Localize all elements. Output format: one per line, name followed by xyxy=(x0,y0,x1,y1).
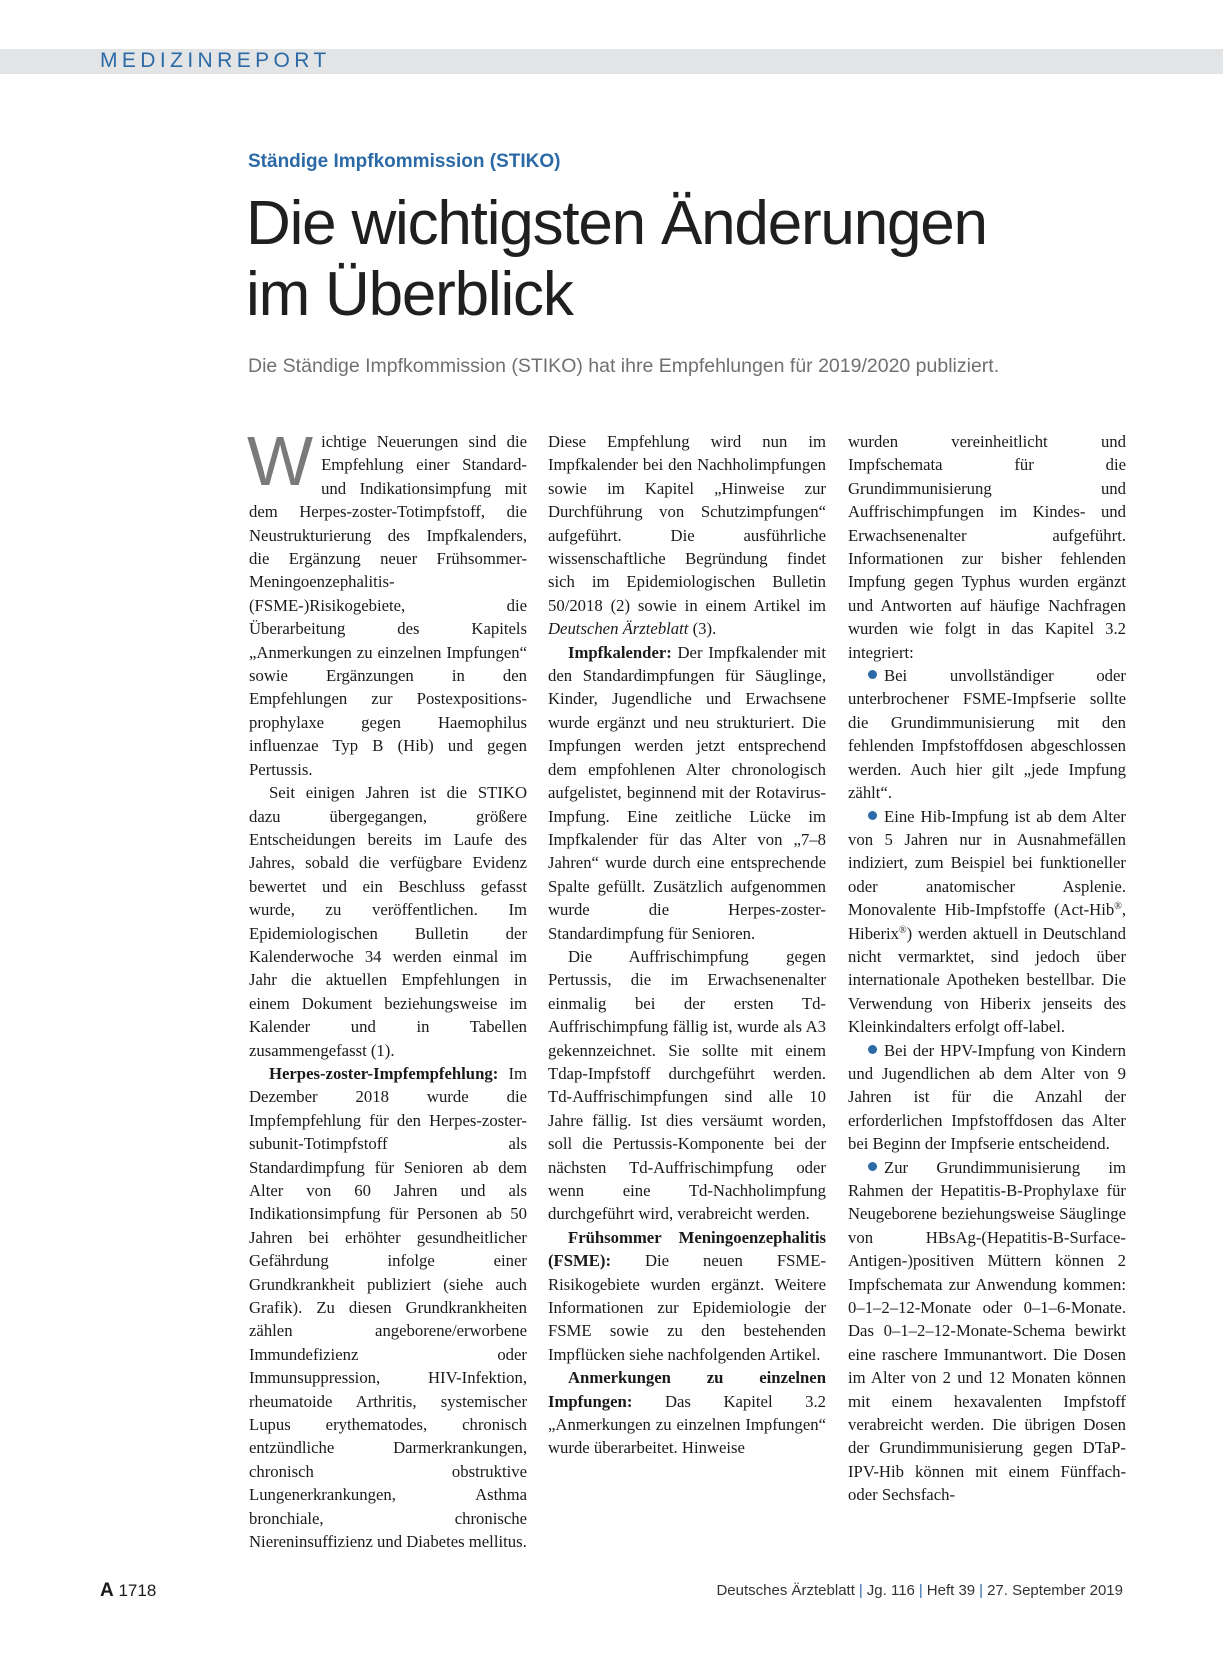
page-number-value: 1718 xyxy=(118,1581,157,1600)
article-headline xyxy=(246,188,1146,330)
page-number xyxy=(100,1580,156,1602)
paragraph xyxy=(548,430,826,641)
bullet-icon xyxy=(868,1162,877,1171)
bullet-text: Zur Grundimmunisierung im Rahmen der Hepatitis-B-Prophylaxe für Neugeborene beziehungsweise Säuglinge von HBsAg-(Hepatitis-B-Surface-Antigen-)positiven Müttern können 2 Impfschemata zur Anwendung kommen: 0–1–2–12-Monate oder 0–1–6-Monate. Das 0–1–2–12-Monate-Schema bewirkt eine raschere Immunantwort. Die Dosen im Alter von 2 und 12 Monaten können mit einem hexavalenten Impfstoff verabreicht werden. Die übrigen Dosen der Grundimmunisierung gegen DTaP-IPV-Hib können mit einem Fünffach- oder Sechsfach- xyxy=(848,1157,1126,1505)
drop-cap: W xyxy=(247,422,314,500)
bullet-icon xyxy=(868,811,877,820)
subheading: Anmerkungen zu einzelnen Impfungen: xyxy=(548,1368,826,1411)
subheading: Herpes-zoster-Impfempfehlung: xyxy=(269,1063,499,1083)
bullet-text: Bei der HPV-Impfung von Kindern und Jugendlichen ab dem Alter von 9 Jahren ist für die Anzahl der erforderlichen Impfstoffdosen das Alter bei Beginn der Impfserie entscheidend. xyxy=(848,1040,1126,1154)
bullet-icon xyxy=(868,1045,877,1054)
bullet-item xyxy=(848,805,1126,1039)
article-standfirst: Die Ständige Impfkommission (STIKO) hat ihre Empfehlungen für 2019/2020 publiziert. xyxy=(248,355,1000,377)
paragraph-text: Das Kapitel 3.2 „Anmerkungen zu einzelnen Impfungen“ wurde überarbeitet. Hinweise xyxy=(548,1391,826,1458)
paragraph-text: Im Dezember 2018 wurde die Impfempfehlung für den Herpes-zoster-subunit-Totimpfstoff als Standardimpfung für Senioren ab dem Alter von 60 Jahren und als Indikationsimpfung für Personen ab 50 Jahren bei erhöhter gesundheitlicher Gefährdung infolge einer Grundkrankheit publiziert (siehe auch Grafik). Zu diesen Grundkrankheiten zählen angeborene/erworbene Immundefizienz oder Immunsuppression, HIV-Infektion, rheumatoide Arthritis, systemischer Lupus erythematodes, chronisch entzündliche Darmerkrankungen, chronisch obstruktive Lungenerkrankungen, Asthma bronchiale, chronische Niereninsuffizienz und Diabetes mellitus. xyxy=(249,1063,527,1552)
subheading: Frühsommer Meningoenzephalitis (FSME): xyxy=(548,1227,826,1271)
paragraph xyxy=(247,422,527,781)
footer-issue: Heft 39 xyxy=(926,1582,976,1599)
separator: | xyxy=(918,1582,923,1599)
footer-citation xyxy=(716,1582,1123,1599)
bullet-text: Bei unvollständiger oder unterbrochener FSME-Impfserie sollte die Grundimmunisierung mit den fehlenden Impfstoffdosen abgeschlossen werden. Auch hier gilt „jede Impfung zählt“. xyxy=(848,666,1126,803)
paragraph: Die Auffrischimpfung gegen Pertussis, die im Erwachsenenalter einmalig bei der ersten Td-Auffrischimpfung fällig ist, wurde als A3 gekennzeichnet. Sie sollte mit einem Tdap-Impfstoff durchgeführt werden. Td-Auffrischimpfungen sind alle 10 Jahre fällig. Ist dies versäumt worden, soll die Pertussis-Komponente bei der nächsten Td-Auffrischimpfung oder wenn eine Td-Nachholimpfung durchgeführt wird, verabreicht werden. xyxy=(548,946,826,1224)
bullet-text: Eine Hib-Impfung ist ab dem Alter von 5 Jahren nur in Ausnahmefällen indiziert, zum Beispiel bei funktioneller oder anatomischer Asplenie. Monovalente Hib-Impfstoffe (Act-Hib xyxy=(848,806,1126,920)
paragraph xyxy=(548,1366,826,1460)
body-column-3 xyxy=(848,430,1126,1507)
section-label: MEDIZINREPORT xyxy=(100,49,331,72)
registered-mark: ® xyxy=(898,924,907,936)
paragraph xyxy=(249,1062,527,1554)
paragraph xyxy=(548,641,826,945)
footer-volume: Jg. 116 xyxy=(866,1582,915,1599)
bullet-text: , Hiberix xyxy=(848,900,1126,943)
body-column-1 xyxy=(247,422,527,1554)
paragraph-text: Diese Empfehlung wird nun im Impfkalender bei den Nachholimpfungen sowie im Kapitel „Hinweise zur Durchführung von Schutzimpfungen“ aufgeführt. Die ausführliche wissenschaftliche Begründung findet sich im Epidemiologischen Bulletin 50/2018 (2) sowie in einem Artikel im xyxy=(548,432,826,615)
headline-line-1: Die wichtigsten Änderungen xyxy=(246,189,987,258)
paragraph-text: ichtige Neuerungen sind die Empfehlung einer Standard- und Indikationsimpfung mit dem Herpes-zoster-Totimpfstoff, die Neustrukturierung des Impfkalenders, die Ergänzung neuer Frühsommer-Meningoenzephalitis-(FSME-)Risikogebiete, die Überarbeitung des Kapitels „Anmerkungen zu einzelnen Impfungen“ sowie Ergänzungen in den Empfehlungen zur Postexpositionsprophylaxe gegen Haemophilus influenzae Typ B (Hib) und gegen Pertussis. xyxy=(249,432,527,779)
bullet-icon xyxy=(868,670,877,679)
paragraph: wurden vereinheitlicht und Impfschemata für die Grundimmunisierung und Auffrischimpfungen im Kindes- und Erwachsenenalter aufgeführt. Informationen zur bisher fehlenden Impfung gegen Typhus wurden ergänzt und Antworten auf häufige Nachfragen wurden wie folgt in das Kapitel 3.2 integriert: xyxy=(848,432,1126,662)
bullet-item xyxy=(848,1156,1126,1507)
footer-date: 27. September 2019 xyxy=(987,1582,1123,1599)
article-kicker: Ständige Impfkommission (STIKO) xyxy=(248,151,561,172)
paragraph-text: Der Impfkalender mit den Standardimpfungen für Säuglinge, Kinder, Jugendliche und Erwachsene wurde ergänzt und neu strukturiert. Die Impfungen werden jetzt entsprechend dem empfohlenen Alter chronologisch aufgelistet, beginnend mit der Rotavirus-Impfung. Eine zeitliche Lücke im Impfkalender für das Alter von „7–8 Jahren“ wurde durch eine entsprechende Spalte gefüllt. Zusätzlich aufgenommen wurde die Herpes-zoster-Standardimpfung für Senioren. xyxy=(548,642,826,943)
bullet-item xyxy=(848,1039,1126,1156)
paragraph-text: Die neuen FSME-Risikogebiete wurden ergänzt. Weitere Informationen zur Epidemiologie der FSME sowie zu den bestehenden Impflücken siehe nachfolgenden Artikel. xyxy=(548,1251,826,1364)
page-prefix: A xyxy=(100,1580,114,1601)
bullet-text: ) werden aktuell in Deutschland nicht vermarktet, sind jedoch über internationale Apotheken bestellbar. Die Verwendung von Hiberix jenseits des Kleinkindalters erfolgt off-label. xyxy=(848,923,1126,1037)
bullet-item xyxy=(848,664,1126,804)
body-column-2 xyxy=(548,430,826,1460)
headline-line-2: im Überblick xyxy=(246,260,573,329)
separator: | xyxy=(979,1582,984,1599)
paragraph: Seit einigen Jahren ist die STIKO dazu übergegangen, größere Entscheidungen bereits im Laufe des Jahres, sobald die verfügbare Evidenz bewertet und ein Beschluss gefasst wurde, zu veröffentlichen. Im Epidemiologischen Bulletin der Kalenderwoche 34 werden einmal im Jahr die aktuellen Empfehlungen in einem Dokument beziehungsweise im Kalender und in Tabellen zusammengefasst (1). xyxy=(249,783,527,1060)
separator: | xyxy=(858,1582,863,1599)
paragraph-text: (3). xyxy=(688,619,717,639)
journal-reference: Deutschen Ärzteblatt xyxy=(548,619,689,639)
registered-mark: ® xyxy=(1114,901,1122,913)
subheading: Impfkalender: xyxy=(568,642,672,662)
footer-journal: Deutsches Ärzteblatt xyxy=(716,1582,855,1599)
paragraph xyxy=(548,1226,826,1366)
